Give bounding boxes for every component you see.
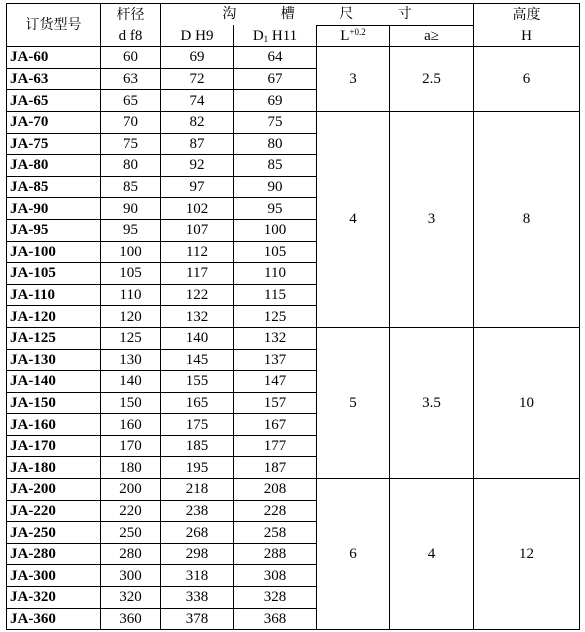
rod-diameter-cell: 95 — [101, 219, 161, 241]
model-cell: JA-110 — [7, 284, 101, 306]
groove-d1-cell: 64 — [234, 47, 317, 69]
groove-d1-cell: 177 — [234, 435, 317, 457]
groove-length-cell: 6 — [317, 479, 390, 630]
groove-d-cell: 107 — [161, 219, 234, 241]
groove-d1-cell: 288 — [234, 543, 317, 565]
groove-d1-cell: 67 — [234, 68, 317, 90]
min-a-cell: 2.5 — [390, 47, 474, 112]
groove-d-cell: 102 — [161, 198, 234, 220]
spec-table — [6, 3, 580, 630]
header-l-sup: +0.2 — [349, 26, 366, 37]
groove-d1-cell: 75 — [234, 111, 317, 133]
rod-diameter-cell: 170 — [101, 435, 161, 457]
min-a-cell: 3 — [390, 111, 474, 327]
groove-d1-cell: 90 — [234, 176, 317, 198]
rod-diameter-cell: 280 — [101, 543, 161, 565]
model-cell: JA-75 — [7, 133, 101, 155]
model-cell: JA-125 — [7, 327, 101, 349]
model-cell: JA-63 — [7, 68, 101, 90]
groove-d1-cell: 80 — [234, 133, 317, 155]
model-cell: JA-95 — [7, 219, 101, 241]
groove-d1-cell: 137 — [234, 349, 317, 371]
table-row — [7, 327, 580, 349]
header-rod: 杆径 — [101, 4, 161, 26]
groove-d-cell: 72 — [161, 68, 234, 90]
groove-d-cell: 122 — [161, 284, 234, 306]
groove-d1-cell: 95 — [234, 198, 317, 220]
header-groove-label: 沟 槽 尺 寸 — [222, 6, 412, 23]
groove-d1-cell: 125 — [234, 306, 317, 328]
model-cell: JA-140 — [7, 371, 101, 393]
model-cell: JA-280 — [7, 543, 101, 565]
groove-d1-cell: 115 — [234, 284, 317, 306]
height-cell: 8 — [474, 111, 580, 327]
groove-d-cell: 175 — [161, 414, 234, 436]
rod-diameter-cell: 140 — [101, 371, 161, 393]
groove-d-cell: 82 — [161, 111, 234, 133]
model-cell: JA-105 — [7, 263, 101, 285]
header-row-1 — [7, 4, 580, 26]
groove-d1-cell: 110 — [234, 263, 317, 285]
rod-diameter-cell: 85 — [101, 176, 161, 198]
groove-length-cell: 5 — [317, 327, 390, 478]
height-cell: 6 — [474, 47, 580, 112]
min-a-cell: 3.5 — [390, 327, 474, 478]
header-height: 高度 — [474, 4, 580, 26]
model-cell: JA-160 — [7, 414, 101, 436]
groove-d1-cell: 328 — [234, 587, 317, 609]
rod-diameter-cell: 110 — [101, 284, 161, 306]
model-cell: JA-90 — [7, 198, 101, 220]
table-body — [7, 47, 580, 630]
rod-diameter-cell: 220 — [101, 500, 161, 522]
header-d1-prefix: D — [252, 27, 264, 44]
groove-length-cell: 4 — [317, 111, 390, 327]
groove-d-cell: 69 — [161, 47, 234, 69]
rod-diameter-cell: 320 — [101, 587, 161, 609]
groove-d-cell: 298 — [161, 543, 234, 565]
groove-d1-cell: 85 — [234, 155, 317, 177]
model-cell: JA-170 — [7, 435, 101, 457]
groove-d-cell: 195 — [161, 457, 234, 479]
header-l-prefix: L — [340, 27, 350, 44]
groove-d-cell: 140 — [161, 327, 234, 349]
rod-diameter-cell: 150 — [101, 392, 161, 414]
groove-d-cell: 117 — [161, 263, 234, 285]
rod-diameter-cell: 125 — [101, 327, 161, 349]
height-cell: 10 — [474, 327, 580, 478]
rod-diameter-cell: 105 — [101, 263, 161, 285]
groove-d-cell: 145 — [161, 349, 234, 371]
groove-d-cell: 318 — [161, 565, 234, 587]
groove-d1-cell: 368 — [234, 608, 317, 630]
rod-diameter-cell: 100 — [101, 241, 161, 263]
header-groove — [161, 4, 474, 26]
rod-diameter-cell: 90 — [101, 198, 161, 220]
rod-diameter-cell: 200 — [101, 479, 161, 501]
rod-diameter-cell: 65 — [101, 90, 161, 112]
header-a: a≥ — [390, 25, 474, 47]
model-cell: JA-220 — [7, 500, 101, 522]
groove-d-cell: 338 — [161, 587, 234, 609]
header-model: 订货型号 — [7, 4, 101, 47]
model-cell: JA-250 — [7, 522, 101, 544]
header-d-h9: D H9 — [161, 25, 234, 47]
rod-diameter-cell: 60 — [101, 47, 161, 69]
rod-diameter-cell: 360 — [101, 608, 161, 630]
model-cell: JA-80 — [7, 155, 101, 177]
rod-diameter-cell: 250 — [101, 522, 161, 544]
model-cell: JA-85 — [7, 176, 101, 198]
model-cell: JA-360 — [7, 608, 101, 630]
rod-diameter-cell: 80 — [101, 155, 161, 177]
rod-diameter-cell: 75 — [101, 133, 161, 155]
groove-d-cell: 238 — [161, 500, 234, 522]
model-cell: JA-60 — [7, 47, 101, 69]
groove-d1-cell: 228 — [234, 500, 317, 522]
groove-d-cell: 112 — [161, 241, 234, 263]
groove-d-cell: 378 — [161, 608, 234, 630]
table-row — [7, 47, 580, 69]
rod-diameter-cell: 300 — [101, 565, 161, 587]
rod-diameter-cell: 180 — [101, 457, 161, 479]
header-rod-tol: d f8 — [101, 25, 161, 47]
model-cell: JA-65 — [7, 90, 101, 112]
model-cell: JA-130 — [7, 349, 101, 371]
model-cell: JA-120 — [7, 306, 101, 328]
groove-d-cell: 92 — [161, 155, 234, 177]
groove-d-cell: 165 — [161, 392, 234, 414]
header-d1-h11 — [234, 25, 317, 47]
rod-diameter-cell: 130 — [101, 349, 161, 371]
model-cell: JA-320 — [7, 587, 101, 609]
groove-d-cell: 74 — [161, 90, 234, 112]
groove-d1-cell: 187 — [234, 457, 317, 479]
groove-d1-cell: 132 — [234, 327, 317, 349]
model-cell: JA-150 — [7, 392, 101, 414]
header-height-h: H — [474, 25, 580, 47]
model-cell: JA-300 — [7, 565, 101, 587]
min-a-cell: 4 — [390, 479, 474, 630]
header-l — [317, 25, 390, 47]
groove-d-cell: 132 — [161, 306, 234, 328]
groove-d1-cell: 69 — [234, 90, 317, 112]
groove-d-cell: 268 — [161, 522, 234, 544]
groove-d1-cell: 105 — [234, 241, 317, 263]
rod-diameter-cell: 160 — [101, 414, 161, 436]
groove-d1-cell: 258 — [234, 522, 317, 544]
groove-d-cell: 218 — [161, 479, 234, 501]
groove-d-cell: 155 — [161, 371, 234, 393]
header-d1-sub: 1 — [263, 33, 269, 44]
groove-d1-cell: 208 — [234, 479, 317, 501]
rod-diameter-cell: 70 — [101, 111, 161, 133]
groove-d1-cell: 157 — [234, 392, 317, 414]
groove-d-cell: 97 — [161, 176, 234, 198]
groove-d1-cell: 308 — [234, 565, 317, 587]
model-cell: JA-100 — [7, 241, 101, 263]
model-cell: JA-180 — [7, 457, 101, 479]
table-row — [7, 111, 580, 133]
groove-d1-cell: 100 — [234, 219, 317, 241]
height-cell: 12 — [474, 479, 580, 630]
groove-d1-cell: 147 — [234, 371, 317, 393]
groove-length-cell: 3 — [317, 47, 390, 112]
groove-d-cell: 185 — [161, 435, 234, 457]
table-row — [7, 479, 580, 501]
groove-d-cell: 87 — [161, 133, 234, 155]
header-d1-suffix: H11 — [268, 27, 298, 44]
rod-diameter-cell: 63 — [101, 68, 161, 90]
rod-diameter-cell: 120 — [101, 306, 161, 328]
model-cell: JA-200 — [7, 479, 101, 501]
model-cell: JA-70 — [7, 111, 101, 133]
groove-d1-cell: 167 — [234, 414, 317, 436]
